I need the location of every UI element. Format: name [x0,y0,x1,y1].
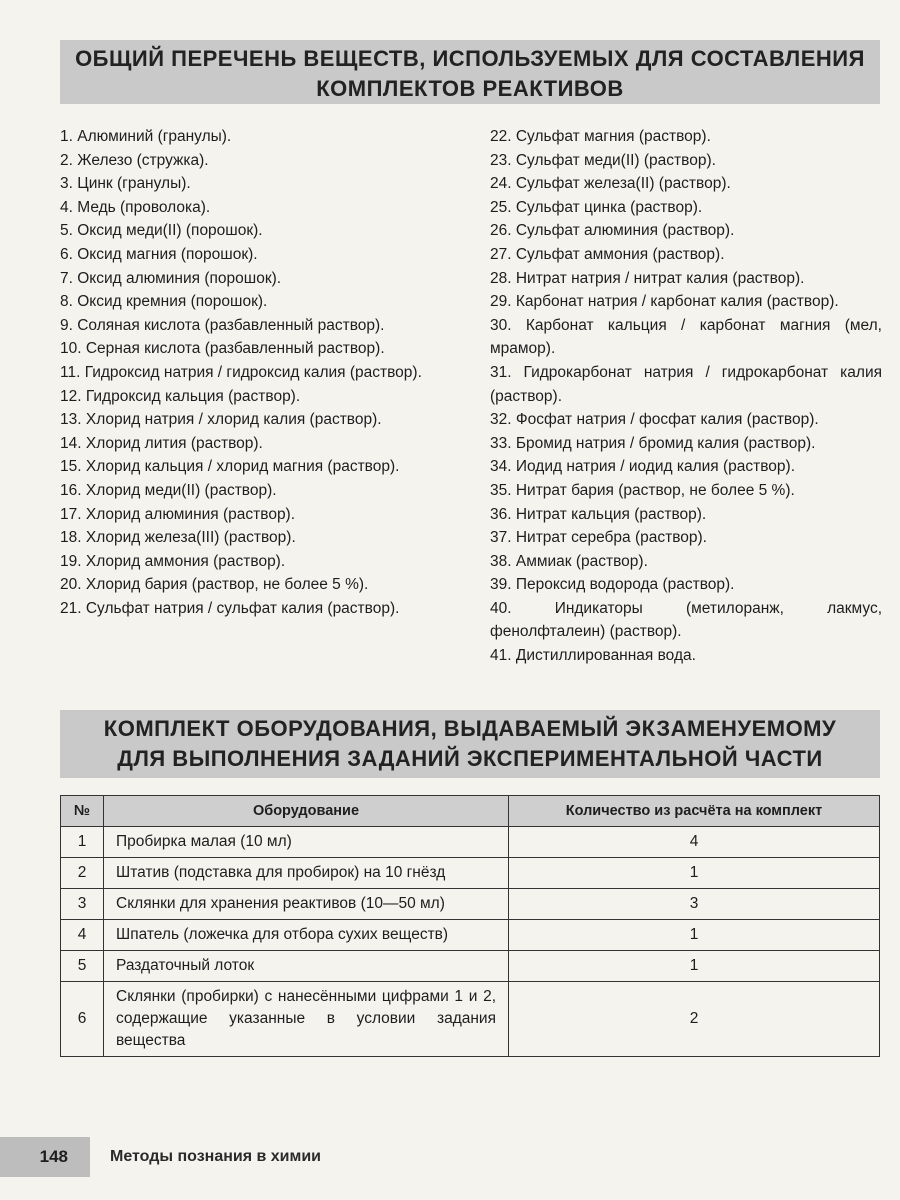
quantity-cell: 4 [509,827,880,858]
table-row [61,920,880,951]
equipment-table-body [61,827,880,1057]
list-item: 6. Оксид магния (порошок). [60,245,258,263]
table-row [61,889,880,920]
list-item: 1. Алюминий (гранулы). [60,128,232,145]
list-item: 32. Фосфат натрия / фосфат калия (раствор). [490,411,819,429]
equipment-kit-heading [60,710,880,778]
equipment-cell: Склянки для хранения реактивов (10—50 мл) [104,889,509,920]
row-number-cell: 4 [61,920,104,951]
equipment-cell: Склянки (пробирки) с нанесёнными цифрами 1 и 2, содержащие указанные в условии задания вещества [104,982,509,1057]
list-item: 40. Индикаторы (метилоранж, лакмус, фенолфталеин) (раствор). [490,599,882,641]
substances-list-heading [60,40,880,104]
quantity-cell: 1 [509,951,880,982]
list-item: 36. Нитрат кальция (раствор). [490,505,707,523]
table-header-row [61,796,880,827]
list-item: 27. Сульфат аммония (раствор). [490,245,725,263]
table-row [61,951,880,982]
list-item: 9. Соляная кислота (разбавленный раствор). [60,316,385,334]
list-item: 12. Гидроксид кальция (раствор). [60,387,301,405]
column-header-quantity: Количество из расчёта на комплект [509,796,880,827]
page-number: 148 [0,1137,90,1177]
list-item: 8. Оксид кремния (порошок). [60,293,268,311]
list-item: 3. Цинк (гранулы). [60,175,191,193]
list-item: 30. Карбонат кальция / карбонат магния (мел, мрамор). [490,316,882,358]
row-number-cell: 6 [61,982,104,1057]
list-item: 35. Нитрат бария (раствор, не более 5 %). [490,481,795,499]
equipment-table-container [60,795,880,1057]
list-item: 39. Пероксид водорода (раствор). [490,576,735,594]
list-item: 20. Хлорид бария (раствор, не более 5 %). [60,576,369,594]
list-item: 13. Хлорид натрия / хлорид калия (раствор). [60,411,382,429]
equipment-cell: Штатив (подставка для пробирок) на 10 гнёзд [104,858,509,889]
heading-line-2: ДЛЯ ВЫПОЛНЕНИЯ ЗАДАНИЙ ЭКСПЕРИМЕНТАЛЬНОЙ ЧАСТИ [117,746,823,771]
table-row [61,827,880,858]
equipment-cell: Раздаточный лоток [104,951,509,982]
table-row [61,982,880,1057]
list-item: 21. Сульфат натрия / сульфат калия (раствор). [60,599,400,617]
quantity-cell: 3 [509,889,880,920]
list-item: 16. Хлорид меди(II) (раствор). [60,481,277,499]
list-item: 25. Сульфат цинка (раствор). [490,198,703,216]
table-row [61,858,880,889]
list-item: 4. Медь (проволока). [60,198,211,216]
list-item: 10. Серная кислота (разбавленный раствор). [60,340,385,358]
equipment-table [60,795,880,1057]
heading-line-1: КОМПЛЕКТ ОБОРУДОВАНИЯ, ВЫДАВАЕМЫЙ ЭКЗАМЕНУЕМОМУ [103,716,837,741]
list-item: 38. Аммиак (раствор). [490,552,648,570]
list-item: 15. Хлорид кальция / хлорид магния (раствор). [60,458,400,476]
quantity-cell: 1 [509,858,880,889]
list-item: 37. Нитрат серебра (раствор). [490,529,707,547]
list-item: 18. Хлорид железа(III) (раствор). [60,529,296,547]
heading-line-1: ОБЩИЙ ПЕРЕЧЕНЬ ВЕЩЕСТВ, ИСПОЛЬЗУЕМЫХ ДЛЯ СОСТАВЛЕНИЯ [75,46,865,71]
list-item: 5. Оксид меди(II) (порошок). [60,222,263,240]
list-item: 24. Сульфат железа(II) (раствор). [490,175,731,193]
row-number-cell: 1 [61,827,104,858]
list-item: 7. Оксид алюминия (порошок). [60,269,282,287]
list-item: 17. Хлорид алюминия (раствор). [60,505,296,523]
substances-list-right [490,125,882,668]
list-item: 22. Сульфат магния (раствор). [490,128,711,145]
quantity-cell: 2 [509,982,880,1057]
list-item: 34. Иодид натрия / иодид калия (раствор). [490,458,796,476]
list-item: 41. Дистиллированная вода. [490,647,696,665]
column-header-equipment: Оборудование [104,796,509,827]
equipment-cell: Шпатель (ложечка для отбора сухих веществ) [104,920,509,951]
quantity-cell: 1 [509,920,880,951]
page-footer [0,1137,900,1177]
running-title: Методы познания в химии [110,1148,322,1165]
list-item: 29. Карбонат натрия / карбонат калия (раствор). [490,293,839,311]
equipment-cell: Пробирка малая (10 мл) [104,827,509,858]
list-item: 14. Хлорид лития (раствор). [60,434,263,452]
list-item: 2. Железо (стружка). [60,151,209,169]
heading-line-2: КОМПЛЕКТОВ РЕАКТИВОВ [316,76,624,101]
row-number-cell: 3 [61,889,104,920]
list-item: 28. Нитрат натрия / нитрат калия (раствор). [490,269,805,287]
row-number-cell: 5 [61,951,104,982]
column-header-number: № [61,796,104,827]
list-item: 23. Сульфат меди(II) (раствор). [490,151,716,169]
list-item: 26. Сульфат алюминия (раствор). [490,222,735,240]
list-item: 11. Гидроксид натрия / гидроксид калия (раствор). [60,363,422,381]
list-item: 19. Хлорид аммония (раствор). [60,552,286,570]
substances-list-left [60,125,452,620]
list-item: 31. Гидрокарбонат натрия / гидрокарбонат калия (раствор). [490,363,882,405]
list-item: 33. Бромид натрия / бромид калия (раствор). [490,434,816,452]
row-number-cell: 2 [61,858,104,889]
